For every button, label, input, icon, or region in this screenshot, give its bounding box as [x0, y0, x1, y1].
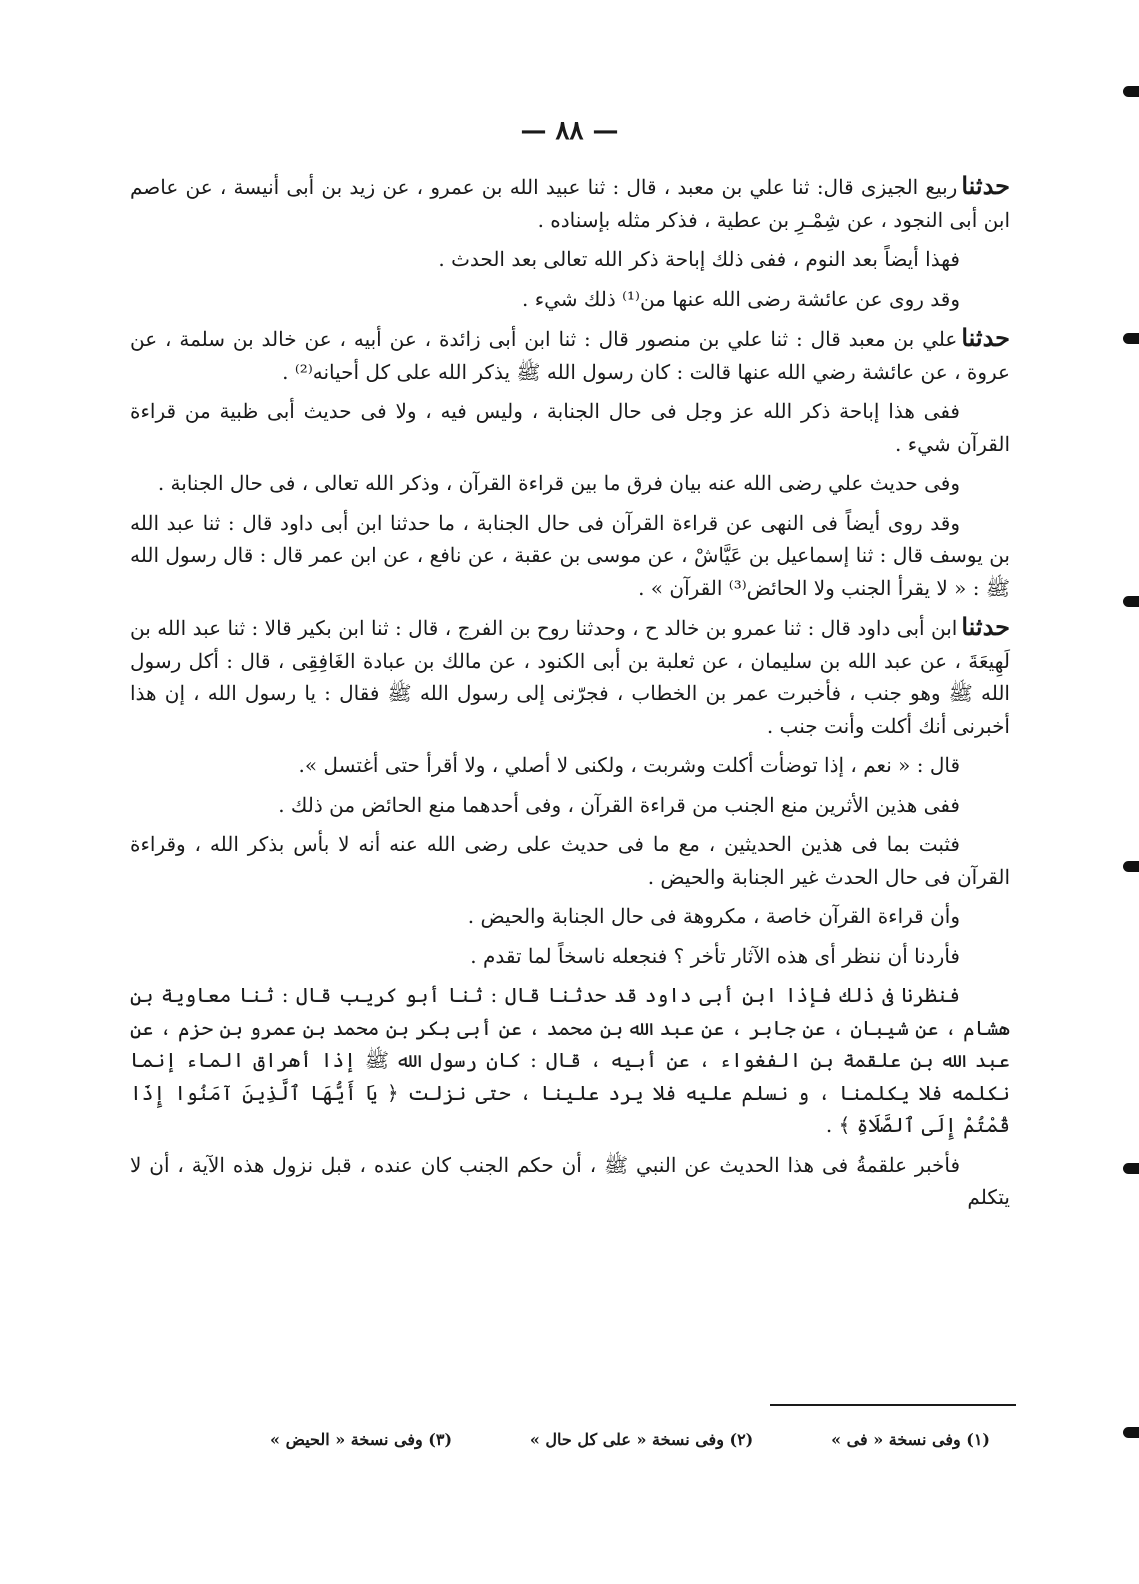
paragraph-5: [130, 395, 1010, 460]
paragraph-text: فأردنا أن ننظر أى هذه الآثار تأخر ؟ فنجعله ناسخاً لما تقدم .: [470, 943, 960, 968]
footnote-3: (٣) وفى نسخة « الحيض »: [270, 1430, 453, 1449]
paragraph-text: وقد روى أيضاً فى النهى عن قراءة القرآن فى حال الجنابة ، ما حدثنا ابن أبى داود قال : ثنا عبد الله بن يوسف قال : ثنا إسماعيل بن عَيَّاشْ ، عن موسى بن عقبة ، عن نافع ، عن ابن عمر قال : قال رسول الله ﷺ : « لا يقرأ الجنب ولا الحائض⁽³⁾ القرآن » .: [130, 510, 1010, 600]
footnote-2: (٢) وفى نسخة « على كل حال »: [529, 1430, 754, 1449]
paragraph-text: وأن قراءة القرآن خاصة ، مكروهة فى حال الجنابة والحيض .: [467, 904, 960, 928]
paragraph-7: [130, 507, 1010, 605]
paragraph-12: [130, 900, 1010, 933]
scan-edge-mark: [1123, 1427, 1139, 1438]
main-text: [130, 170, 1010, 1221]
paragraph-text: وفى حديث علي رضى الله عنه بيان فرق ما بين قراءة القرآن ، وذكر الله تعالى ، فى حال الجنابة .: [157, 471, 960, 495]
paragraph-14: [130, 979, 1010, 1142]
footnote-divider: [770, 1404, 1016, 1406]
paragraph-lead: حدثنا: [961, 612, 1010, 641]
paragraph-text: فهذا أيضاً بعد النوم ، ففى ذلك إباحة ذكر الله تعالى بعد الحدث .: [438, 247, 960, 271]
paragraph-6: [130, 467, 1010, 500]
paragraph-13: [130, 940, 1010, 973]
paragraph-3: [130, 283, 1010, 316]
paragraph-text: ففى هذا إباحة ذكر الله عز وجل فى حال الجنابة ، وليس فيه ، ولا فى حديث أبى ظبية من قراءة القرآن شيء .: [130, 399, 1010, 456]
paragraph-4: [130, 322, 1010, 388]
paragraph-15: [130, 1149, 1010, 1214]
paragraph-1: [130, 170, 1010, 236]
footnote-1: (١) وفى نسخة « فى »: [831, 1430, 990, 1449]
paragraph-11: [130, 828, 1010, 893]
footnotes: [270, 1430, 990, 1449]
paragraph-text: علي بن معبد قال : ثنا علي بن منصور قال : ثنا ابن أبى زائدة ، عن أبيه ، عن خالد بن سلمة ، عن عروة ، عن عائشة رضي الله عنها قالت : كان رسول الله ﷺ يذكر الله على كل أحيانه⁽²⁾ .: [130, 327, 1010, 384]
page-number: — ٨٨ —: [520, 116, 619, 146]
paragraph-2: [130, 243, 1010, 276]
paragraph-text: فنظرنا فى ذلك فإذا ابن أبى داود قد حدثنا قال : ثنا أبو كريب قال : ثنا معاوية بن هشام ، عن شيبان ، عن جابر ، عن عبد الله بن محمد ، عن أبى بكر بن محمد بن عمرو بن حزم ، عن عبد الله بن علقمة بن الفغواء ، عن أبيه ، قال : كان رسول الله ﷺ إذا أهراق الماء إنما نكلمه فلا يكلمنا ، و نسلم عليه فلا يرد علينا ، حتى نزلت ﴿ يَا أَيُّهَا ٱلَّذِينَ آمَنُوا إِذَا قُمْتُمْ إِلَى ٱلصَّلَاةِ ﴾ .: [130, 983, 1010, 1137]
paragraph-lead: حدثنا: [961, 323, 1010, 352]
paragraph-text: قال : « نعم ، إذا توضأت أكلت وشربت ، ولكنى لا أصلي ، ولا أقرأ حتى أغتسل ».: [298, 753, 960, 777]
paragraph-10: [130, 789, 1010, 822]
scan-edge-mark: [1123, 1163, 1139, 1174]
paragraph-text: فأخبر علقمةُ فى هذا الحديث عن النبي ﷺ ، أن حكم الجنب كان عنده ، قبل نزول هذه الآية ، أن لا يتكلم: [130, 1152, 1010, 1209]
paragraph-lead: حدثنا: [961, 171, 1010, 200]
scan-edge-mark: [1123, 861, 1139, 872]
scan-edge-mark: [1123, 596, 1139, 607]
paragraph-text: ففى هذين الأثرين منع الجنب من قراءة القرآن ، وفى أحدهما منع الحائض من ذلك .: [278, 792, 960, 817]
paragraph-text: فثبت بما فى هذين الحديثين ، مع ما فى حديث على رضى الله عنه أنه لا بأس بذكر الله ، وقراءة القرآن فى حال الحدث غير الجنابة والحيض .: [130, 832, 1010, 889]
paragraph-text: ابن أبى داود قال : ثنا عمرو بن خالد ح ، وحدثنا روح بن الفرج ، قال : ثنا ابن بكير قالا : ثنا عبد الله بن لَهِيعَةَ ، عن عبد الله بن سليمان ، عن ثعلبة بن أبى الكنود ، عن مالك بن عبادة الغَافِقِى ، قال : أكل رسول الله ﷺ وهو جنب ، فأخبرت عمر بن الخطاب ، فجرّنى إلى رسول الله ﷺ فقال : يا رسول الله ، إن هذا أخبرنى أنك أكلت وأنت جنب .: [130, 616, 1010, 738]
paragraph-8: [130, 611, 1010, 742]
paragraph-text: وقد روى عن عائشة رضى الله عنها من⁽¹⁾ ذلك شيء .: [521, 286, 960, 311]
scan-edge-mark: [1123, 86, 1139, 97]
paragraph-9: [130, 749, 1010, 782]
paragraph-text: ربيع الجيزى قال: ثنا علي بن معبد ، قال : ثنا عبيد الله بن عمرو ، عن زيد بن أبى أنيسة ، عن عاصم ابن أبى النجود ، عن شِمْـرِ بن عطية ، فذكر مثله بإسناده .: [130, 175, 1010, 232]
scan-edge-mark: [1123, 333, 1139, 344]
